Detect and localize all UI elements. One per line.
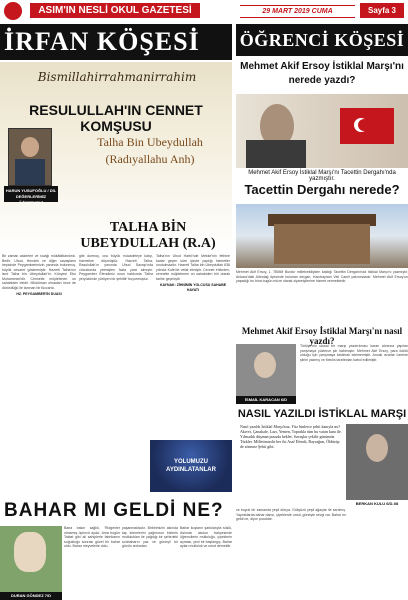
article-column-2-text: gibi durmuş, onu büyük mücadeleye katıp, hizmetine düşmüştür. Hazreti Talha, Rasulullah'ın yanında Uhud Savaşı'nda vücudunda yetmişten fazla yara almıştır. Peygamber Efendimiz onun hakkında 'Talha yeryüzünde yürüyen bir şehittir' buyurmuştur. [79, 254, 153, 281]
article-source: KAYNAK: ZİHNİMİN YOLCUSU SAHABE HAYATI [159, 283, 227, 292]
poem-text: Nasıl yazıldı İstiklal Marşı'mız, Yüz binlerce şehit kanıyla mı? Akıvet, Çanakale, Lazı, Yemen, Toprakla tüm bu vatan kanı ile. Yılmadık düşman pusuda bekler, Savaşlar çekilir günümüz Türkler. Milletimizdir her iki Asaf Efendi, Bayrağım, Öldürüp de sönmez Şehit gibi. [240, 424, 342, 449]
right-body-2: Türkiye'nin ulusal bir marşı yazdırılması kararı alınınca yapılan yarışmaya yüzlerce şiir katılmıştır. Mehmet Akif Ersoy, para ödülü olduğu için yarışmaya katılmak istememiştir. Ancak ısrarlar üzerine şiirini yazmış ve Meclis tarafından kabul edilmiştir. [300, 344, 408, 362]
promo-image [150, 440, 232, 492]
dergah-image [236, 204, 408, 268]
right-headline: Mehmet Akif Ersoy İstiklal Marşı'nı nerede yazdı? [240, 61, 404, 86]
image-caption: Mehmet Akif Ersoy İstiklal Marşı'nı Tacettin Dergahı'nda yazmıştır. [248, 170, 396, 182]
author-caption: HARUN YUSUFOĞLU / DİL DEĞERLERİMİZ ÖĞRETMENİ [5, 188, 57, 205]
bottom-author-caption: DURAN GÖNDEZ 7/D [0, 592, 62, 600]
article-column-3-text: Talha'nın Uhud Harbi'nde Mekke'nin fethine kadar geçen süre içinde yaptığı hizmetler unutulmazdır. Hazreti Talha bin Ubeydullah 636 yılında Kufe'de vefat etmiştir. Cennet ehlinden, cennetle müjdelenen on sahabiden biri olarak tarihe geçmiştir. [156, 254, 230, 281]
article-headline-2: TALHA BİN UBEYDULLAH (R.A) [80, 220, 216, 251]
poet-photo [346, 424, 408, 500]
student-photo [236, 344, 296, 396]
newspaper-title: ASIM'IN NESLİ OKUL GAZETESİ [30, 3, 200, 18]
bottom-headline: BAHAR MI GELDİ NE? [4, 500, 224, 521]
section-banner-irfan: İRFAN KÖŞESİ [0, 24, 232, 60]
article-column-1 [2, 254, 76, 432]
article-subhead-1: HZ. PEYGAMBER'İN DUASI [16, 292, 62, 296]
bottom-column-2: yaşanmaktadır. Birbirimizin aslında taş kümelerini yağmurun bizlerin mutlulukları ile yağdığı bir şehirdeki sonbaharın yaz ve güneşli bir günün ardından. [122, 526, 178, 548]
bottom-column-3: Bahar kuşların şarkılarıyla süslü, Aslında okulun bahçesinde öğrencilerin mutluluğu, çiçeklerin açması, yeni bir başlangıç. Bahar ayları mutluluk ve umut demektir. [180, 526, 232, 548]
bottom-column-4: ve buyuk bir zamanda yeşil dünya. Gökyüzü yeşil ağaçlar ile sarılmış. Yapraklarda bahar dansı, çiçeklerde umut, güneşte sevgi var. Bahar mı geldi ne, diyor çocuklar. [236, 508, 346, 521]
issue-date: 29 MART 2019 CUMA [240, 5, 355, 18]
page-number: Sayfa 3 [360, 3, 404, 18]
calligraphy-heading: Bismillahirrahmanirrahim [37, 70, 197, 84]
right-headline-2: Tacettin Dergahı nerede? [244, 182, 400, 197]
newspaper-logo [4, 2, 22, 20]
poet-caption: BERKAN KULU 6/D-08 [355, 501, 399, 506]
building-facade [274, 224, 370, 264]
article-column-3 [156, 254, 230, 432]
author-portrait [8, 128, 52, 186]
article-column-2 [79, 254, 153, 432]
article-hero [0, 62, 232, 252]
turkish-flag-icon [340, 108, 394, 144]
promo-image-text: YOLUMUZU AYDINLATANLAR [166, 459, 216, 473]
bottom-column-1: Bana bakın sağlık, 'Ridgenler olmamış üçüncü ayda'. Ama bugün Tabiat gibi ali sahiplerle fabrikanın soğukluğu sonrası güzel bir bahar oldu. Bahar meyvelerle dolu. [64, 526, 120, 548]
right-body: Mehmet Akif Ersoy, 1. TBMM Burdur milletvekiliyken kaldığı Tacettin Dergahı'nda İstiklal Marşı'nı yazmıştır. Ankara'daki Altındağ ilçesinde bulunan dergah, Hacıbayram Veli Camii yakınındadır. Mehmet Akif Ersoy'un yaşadığı bu bina bugün müze olarak ziyaretçilerine hizmet vermektedir. [236, 270, 408, 283]
article-body [0, 254, 232, 434]
article-headline: RESULULLAH'IN CENNET KOMŞUSU [29, 102, 203, 134]
article-subheadline: Talha Bin Ubeydullah (Radıyallahu Anh) [97, 135, 203, 166]
poem-title: NASIL YAZILDI İSTİKLAL MARŞI [237, 408, 407, 420]
portrait-coat [246, 140, 306, 168]
bottom-author-photo [0, 526, 62, 592]
masthead [0, 0, 408, 22]
right-headline-3: Mehmet Akif Ersoy İstiklal Marşı'nı nasıl yazdı? [241, 326, 403, 346]
student-caption: İSMAİL KARACAN 6/D [236, 396, 296, 404]
article-column-1-text: Bir zaman askerleri ve sıcağı mükâfatlandırdı. Bedir, Uhud, Hendek ve diğer savaşların hepsinde Peygamberimizin yanında bulunmuş, büyük cesaret göstermiştir. Hazreti Talha'nın ismi Talha bin Ubeydullah'tır. Künyesi Ebu Muhammed'dir. Cennetle müjdelenen on sahabiden biridir. Müslüman olmadan önce de dürüstlüğü ile tanınan bir tüccardı. [2, 254, 76, 290]
section-banner-ogrenci: ÖĞRENCİ KÖŞESİ [236, 24, 408, 56]
mehmet-akif-image [236, 94, 408, 168]
